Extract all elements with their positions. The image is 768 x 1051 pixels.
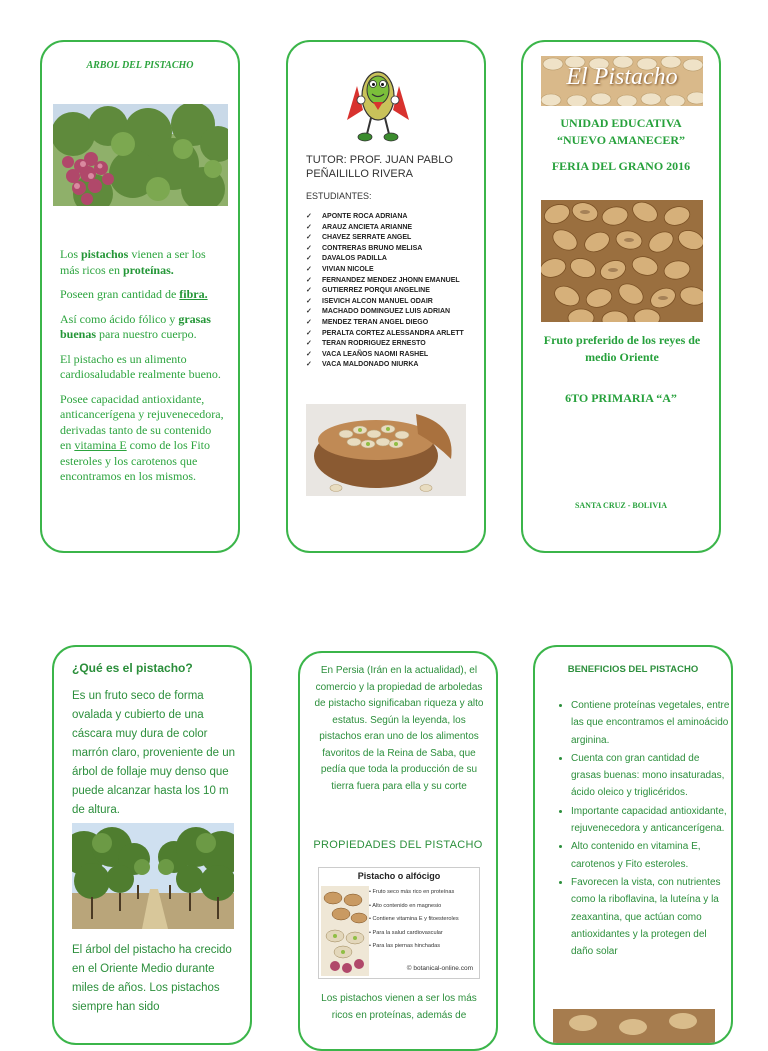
students-list: [306, 212, 481, 371]
pistachio-tree-photo: [53, 104, 228, 206]
paragraph-antioxidant: Posee capacidad antioxidante, anticancerígena y rejuvenecedora, derivadas tanto de su contenido en vitamina E como de los Fito esteroles y los carotenos que encontramos en los mismos.: [60, 391, 224, 483]
panel-body-text: [60, 247, 225, 494]
school-name: UNIDAD EDUCATIVA “NUEVO AMANECER”: [556, 116, 686, 147]
pistachios-photo: [541, 200, 703, 322]
student-item: ✓ MENDEZ TERAN ANGEL DIEGO: [306, 318, 481, 329]
student-item: ✓ VACA MALDONADO NIURKA: [306, 360, 481, 371]
orchard-photo: [72, 823, 234, 929]
panel-cover: [521, 40, 721, 553]
student-item: ✓ CHAVEZ SERRATE ANGEL: [306, 233, 481, 244]
paragraph-fiber: Poseen gran cantidad de fibra.: [60, 287, 208, 301]
student-item: ✓ CONTRERAS BRUNO MELISA: [306, 244, 481, 255]
grade: 6TO PRIMARIA “A”: [565, 391, 677, 405]
properties-heading: PROPIEDADES DEL PISTACHO: [313, 839, 483, 851]
pistachio-mascot: [343, 58, 413, 144]
student-item: ✓ VACA LEAÑOS NAOMI RASHEL: [306, 350, 481, 361]
panel-history-properties: [298, 651, 498, 1051]
panel-title: ARBOL DEL PISTACHO: [86, 60, 194, 71]
student-item: ✓ APONTE ROCA ADRIANA: [306, 212, 481, 223]
benefit-item: • Importante capacidad antioxidante, rejuvenecedora y anticancerígena.: [571, 803, 731, 838]
panel-what-is: [52, 645, 252, 1045]
student-item: ✓ ISEVICH ALCON MANUEL ODAIR: [306, 297, 481, 308]
infobox-credit: © botanical-online.com: [406, 965, 473, 972]
student-item: ✓ DAVALOS PADILLA: [306, 254, 481, 265]
infobox-title: Pistacho o alfócigo: [357, 871, 441, 881]
vitamin-e-link[interactable]: vitamina E: [74, 438, 127, 452]
student-item: ✓ MACHADO DOMINGUEZ LUIS ADRIAN: [306, 307, 481, 318]
benefit-item: • Alto contenido en vitamina E, carotenos y Fito esteroles.: [571, 838, 731, 873]
tutor-name: TUTOR: PROF. JUAN PABLO PEÑAILILLO RIVERA: [306, 154, 453, 180]
benefit-item: • Contiene proteínas vegetales, entre las que encontramos el aminoácido arginina.: [571, 697, 731, 749]
benefits-heading: BENEFICIOS DEL PISTACHO: [567, 664, 699, 675]
paragraph-cardio: El pistacho es un alimento cardiosaludable realmente bueno.: [60, 351, 221, 381]
student-item: ✓ PERALTA CORTEZ ALESSANDRA ARLETT: [306, 329, 481, 340]
properties-infobox: [318, 867, 480, 979]
infobox-item: • Para la salud cardiovascular: [369, 929, 443, 936]
proteins-text: Los pistachos vienen a ser los más ricos en proteínas, además de: [321, 993, 477, 1021]
student-item: ✓ VIVIAN NICOLE: [306, 265, 481, 276]
paragraph-folic-acid: Así como ácido fólico y grasas buenas para nuestro cuerpo.: [60, 311, 211, 341]
infobox-item: • Fruto seco más rico en proteínas: [369, 889, 455, 895]
persia-text: En Persia (Irán en la actualidad), el comercio y la propiedad de arboledas de pistacho significaban riqueza y alto estatus. Según la leyenda, los pistachos eran uno de los alimentos favoritos de la Reina de Saba, que pedía que toda la producción de su tierra fuera para ella y su corte: [314, 665, 484, 792]
student-item: ✓ TERAN RODRIGUEZ ERNESTO: [306, 339, 481, 350]
definition-text: Es un fruto seco de forma ovalada y cubierto de una cáscara muy dura de color marrón claro, proveniente de un árbol de follaje muy denso que puede alcanzar hasta los 10 m de altura.: [72, 690, 236, 816]
infobox-list: [369, 886, 481, 954]
student-item: ✓ FERNANDEZ MENDEZ JHONN EMANUEL: [306, 276, 481, 287]
infobox-item: • Alto contenido en magnesio: [369, 902, 442, 909]
history-text: El árbol del pistacho ha crecido en el Oriente Medio durante miles de años. Los pistachos siempre han sido: [72, 944, 232, 1013]
panel-students: [286, 40, 486, 553]
fiber-link[interactable]: fibra.: [179, 287, 208, 301]
students-label: ESTUDIANTES:: [306, 191, 372, 201]
el-pistacho-banner: [541, 56, 703, 106]
student-item: ✓ GUTIERREZ PORQUI ANGELINE: [306, 286, 481, 297]
pistachio-bottom-photo: [553, 1009, 715, 1045]
infobox-image: [321, 886, 369, 976]
infobox-item: • Para las piernas hinchadas: [369, 943, 440, 949]
panel-arbol-del-pistacho: [40, 40, 240, 553]
benefit-item: • Favorecen la vista, con nutrientes como la riboflavina, la luteína y la zeaxantina, que actúan como antioxidantes y la protegen del daño solar: [571, 874, 731, 960]
benefits-list: [555, 697, 731, 961]
fair-name: FERIA DEL GRANO 2016: [551, 159, 691, 173]
infobox-item: • Contiene vitamina E y fitoesteroles: [369, 916, 459, 922]
tagline: Fruto preferido de los reyes de medio Oriente: [543, 333, 701, 364]
student-item: ✓ ARAUZ ANCIETA ARIANNE: [306, 223, 481, 234]
panel-benefits: [533, 645, 733, 1045]
paragraph-proteins: Los pistachos vienen a ser los más ricos en proteínas.: [60, 247, 206, 277]
benefit-item: • Cuenta con gran cantidad de grasas buenas: mono insaturadas, ácido oleico y triglicéridos.: [571, 750, 731, 802]
location: SANTA CRUZ - BOLIVIA: [574, 501, 668, 510]
pistachio-bowl-photo: [306, 404, 466, 496]
question-heading: ¿Qué es el pistacho?: [72, 661, 193, 675]
banner-title: El Pistacho: [566, 64, 678, 90]
